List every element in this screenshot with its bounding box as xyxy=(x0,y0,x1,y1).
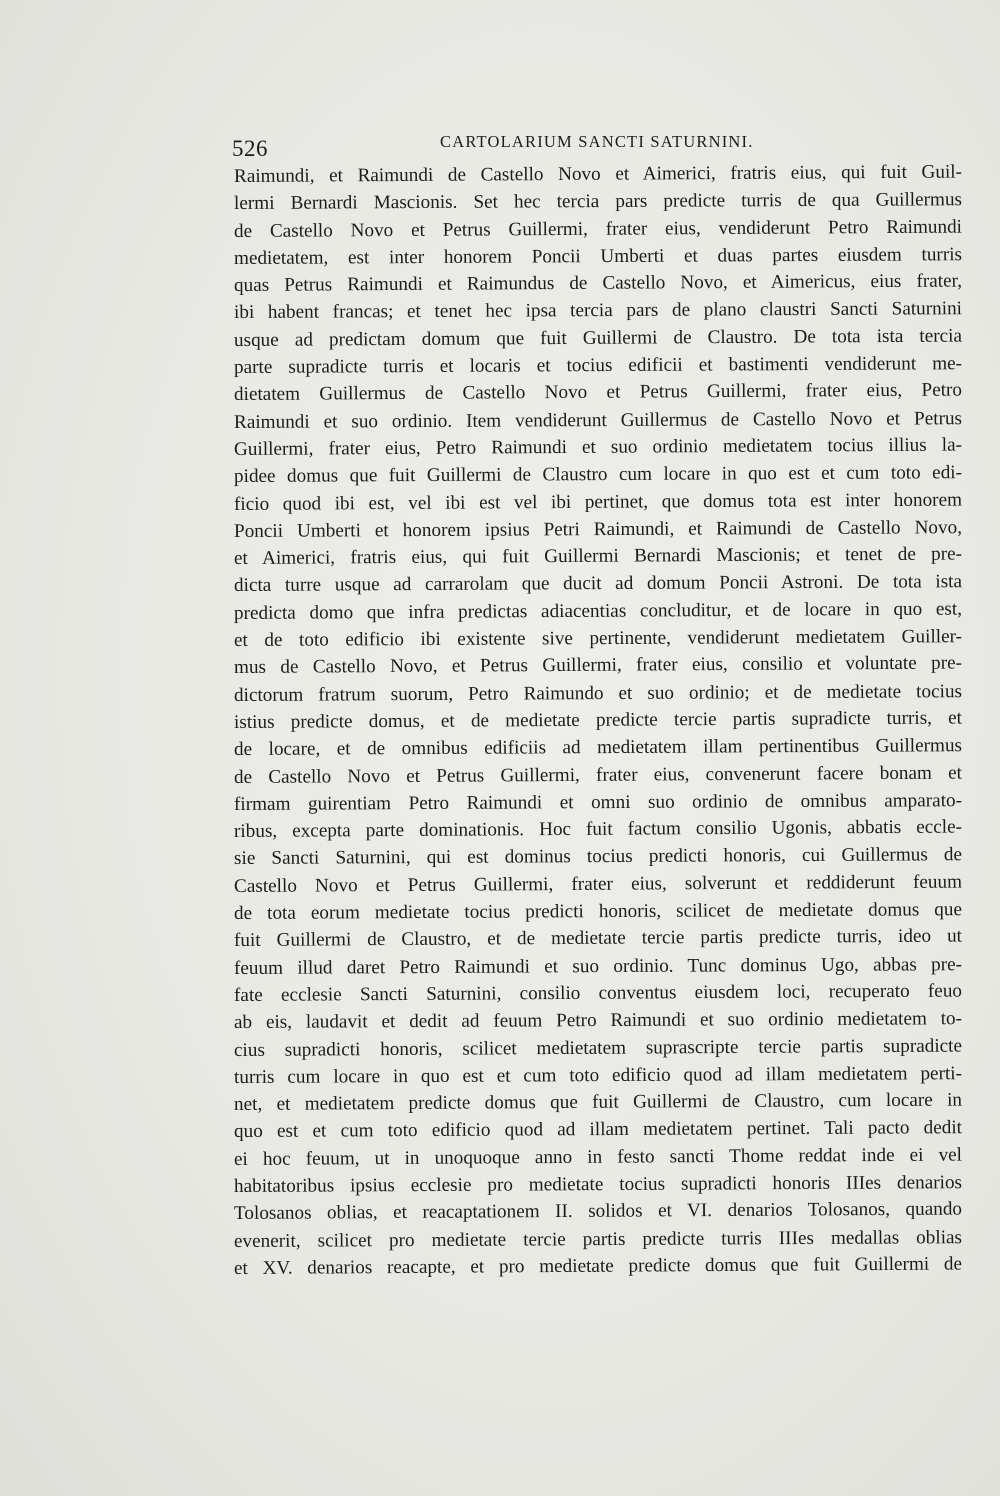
text-line: Raimundi et suo ordinio. Item vendiderunt Guillermus de Castello Novo et Petrus xyxy=(233,407,963,433)
text-line: ficio quod ibi est, vel ibi est vel ibi pertinet, que domus tota est inter honorem xyxy=(233,489,963,515)
text-line: parte supradicte turris et locaris et tocius edificii et bastimenti vendiderunt me- xyxy=(233,353,963,379)
text-line: habitatoribus ipsius ecclesie pro medietate tocius supradicti honoris IIIes denarios xyxy=(233,1172,963,1197)
text-line: fuit Guillermi de Claustro, et de medietate tercie partis predicte turris, ideo ut xyxy=(233,925,963,952)
text-line: Poncii Umberti et honorem ipsius Petri Raimundi, et Raimundi de Castello Novo, xyxy=(233,517,963,542)
page-number: 526 xyxy=(232,136,268,161)
text-line: dicta turre usque ad carrarolam que ducit ad domum Poncii Astroni. De tota ista xyxy=(233,571,963,597)
text-line: dietatem Guillermus de Castello Novo et Petrus Guillermi, frater eius, Petro xyxy=(233,379,963,406)
text-line: de Castello Novo et Petrus Guillermi, frater eius, convenerunt facere bonam et xyxy=(233,762,963,788)
text-line: ribus, excepta parte dominationis. Hoc fuit factum consilio Ugonis, abbatis eccle- xyxy=(233,816,963,843)
text-line: et de toto edificio ibi existente sive pertinente, vendiderunt medietatem Guiller- xyxy=(233,626,963,652)
text-line: Tolosanos oblias, et reacaptationem II. solidos et VI. denarios Tolosanos, quando xyxy=(233,1198,963,1225)
text-line: evenerit, scilicet pro medietate tercie partis predicte turris IIIes medallas oblias xyxy=(233,1226,963,1252)
text-line: Castello Novo et Petrus Guillermi, frater eius, solverunt et reddiderunt feuum xyxy=(233,871,963,897)
text-line: medietatem, est inter honorem Poncii Umberti et duas partes eiusdem turris xyxy=(233,244,963,269)
text-line: net, et medietatem predicte domus que fuit Guillermi de Claustro, cum locare in xyxy=(233,1089,963,1116)
text-line: Raimundi, et Raimundi de Castello Novo et Aimerici, fratris eius, qui fuit Guil- xyxy=(233,161,963,187)
text-line: firmam guirentiam Petro Raimundi et omni suo ordinio de omnibus amparato- xyxy=(233,790,963,815)
text-line: cius supradicti honoris, scilicet medietatem suprascripte tercie partis supradicte xyxy=(233,1035,963,1061)
text-line: de Castello Novo et Petrus Guillermi, frater eius, vendiderunt Petro Raimundi xyxy=(233,216,963,242)
text-line: quo est et cum toto edificio quod ad illam medietatem pertinet. Tali pacto dedit xyxy=(233,1117,963,1143)
body-text xyxy=(234,163,962,1282)
text-line: fate ecclesie Sancti Saturnini, consilio conventus eiusdem loci, recuperato feuo xyxy=(233,980,963,1006)
text-line: lermi Bernardi Mascionis. Set hec tercia pars predicte turris de qua Guillermus xyxy=(233,189,963,215)
text-line: Guillermi, frater eius, Petro Raimundi et suo ordinio medietatem tocius illius la- xyxy=(233,434,963,460)
text-line: et XV. denarios reacapte, et pro medietate predicte domus que fuit Guillermi de xyxy=(233,1253,963,1279)
text-line: mus de Castello Novo, et Petrus Guillermi, frater eius, consilio et voluntate pre- xyxy=(233,652,963,679)
text-line: sie Sancti Saturnini, qui est dominus tocius predicti honoris, cui Guillermus de xyxy=(233,844,963,870)
text-line: ei hoc feuum, ut in unoquoque anno in festo sancti Thome reddat inde ei vel xyxy=(233,1144,963,1170)
text-line: dictorum fratrum suorum, Petro Raimundo et suo ordinio; et de medietate tocius xyxy=(233,680,963,706)
text-line: quas Petrus Raimundi et Raimundus de Castello Novo, et Aimericus, eius frater, xyxy=(233,270,963,297)
text-line: pidee domus que fuit Guillermi de Claustro cum locare in quo est et cum toto edi- xyxy=(233,462,963,488)
text-line: ibi habent francas; et tenet hec ipsa tercia pars de plano claustri Sancti Saturnini xyxy=(233,298,963,324)
running-title: CARTOLARIUM SANCTI SATURNINI. xyxy=(440,132,754,151)
text-line: feuum illud daret Petro Raimundi et suo ordinio. Tunc dominus Ugo, abbas pre- xyxy=(233,953,963,979)
page-header xyxy=(232,128,962,160)
text-line: de tota eorum medietate tocius predicti honoris, scilicet de medietate domus que xyxy=(233,899,963,925)
text-line: de locare, et de omnibus edificiis ad medietatem illam pertinentibus Guillermus xyxy=(233,735,963,761)
text-line: ab eis, laudavit et dedit ad feuum Petro Raimundi et suo ordinio medietatem to- xyxy=(233,1008,963,1034)
text-line: predicta domo que infra predictas adiacentias concluditur, et de locare in quo est, xyxy=(233,598,963,624)
text-line: et Aimerici, fratris eius, qui fuit Guillermi Bernardi Mascionis; et tenet de pre- xyxy=(233,543,963,570)
text-line: istius predicte domus, et de medietate predicte tercie partis supradicte turris, et xyxy=(233,707,963,733)
text-line: usque ad predictam domum que fuit Guillermi de Claustro. De tota ista tercia xyxy=(233,325,963,351)
text-line: turris cum locare in quo est et cum toto edificio quod ad illam medietatem perti- xyxy=(233,1062,963,1088)
